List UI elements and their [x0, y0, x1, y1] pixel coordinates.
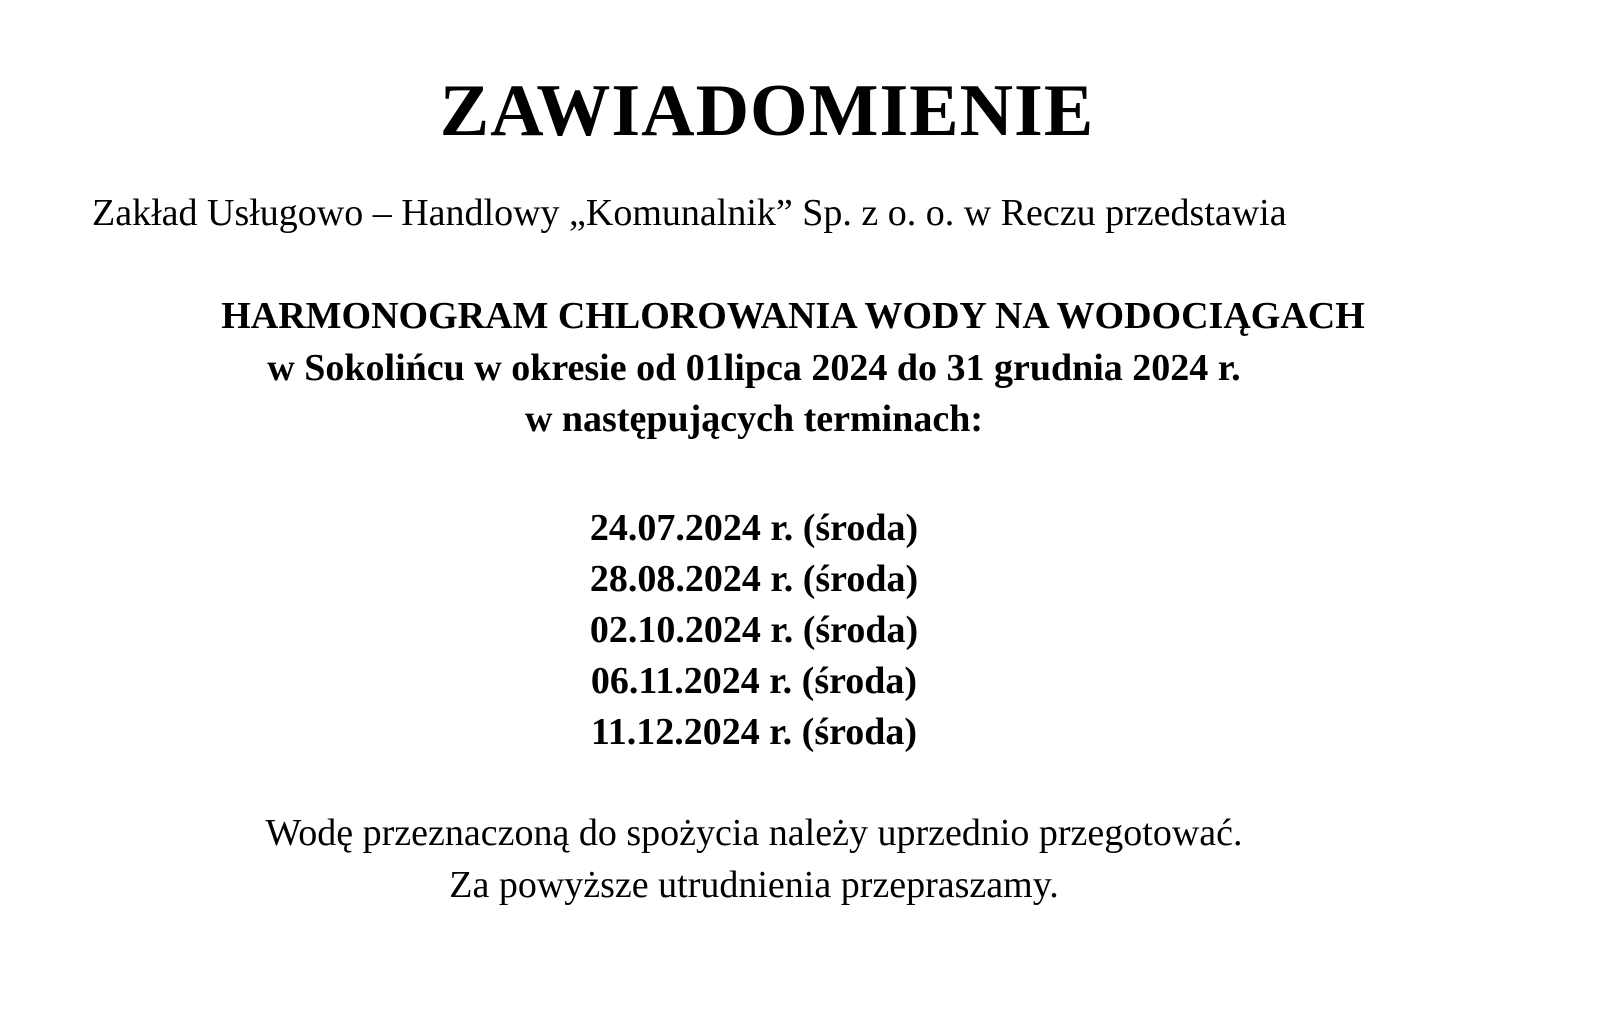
chlorination-date: 11.12.2024 r. (środa) — [590, 711, 918, 753]
schedule-heading: HARMONOGRAM CHLOROWANIA WODY NA WODOCIĄGACH — [221, 295, 1365, 337]
chlorination-date: 24.07.2024 r. (środa) — [589, 507, 919, 549]
chlorination-dates-list — [0, 503, 1508, 758]
chlorination-date: 02.10.2024 r. (środa) — [589, 609, 919, 651]
schedule-dates-intro: w następujących terminach: — [524, 398, 984, 440]
company-intro: Zakład Usługowo – Handlowy „Komunalnik” Sp. z o. o. w Reczu przedstawia — [92, 192, 1287, 234]
chlorination-date: 28.08.2024 r. (środa) — [589, 558, 919, 600]
boil-water-advice: Wodę przeznaczoną do spożycia należy uprzednio przegotować. — [265, 812, 1243, 854]
schedule-period: w Sokolińcu w okresie od 01lipca 2024 do 31 grudnia 2024 r. — [267, 347, 1241, 389]
chlorination-date: 06.11.2024 r. (środa) — [590, 660, 918, 702]
notice-title: ZAWIADOMIENIE — [439, 70, 1095, 152]
apology-note: Za powyższe utrudnienia przepraszamy. — [449, 864, 1059, 906]
